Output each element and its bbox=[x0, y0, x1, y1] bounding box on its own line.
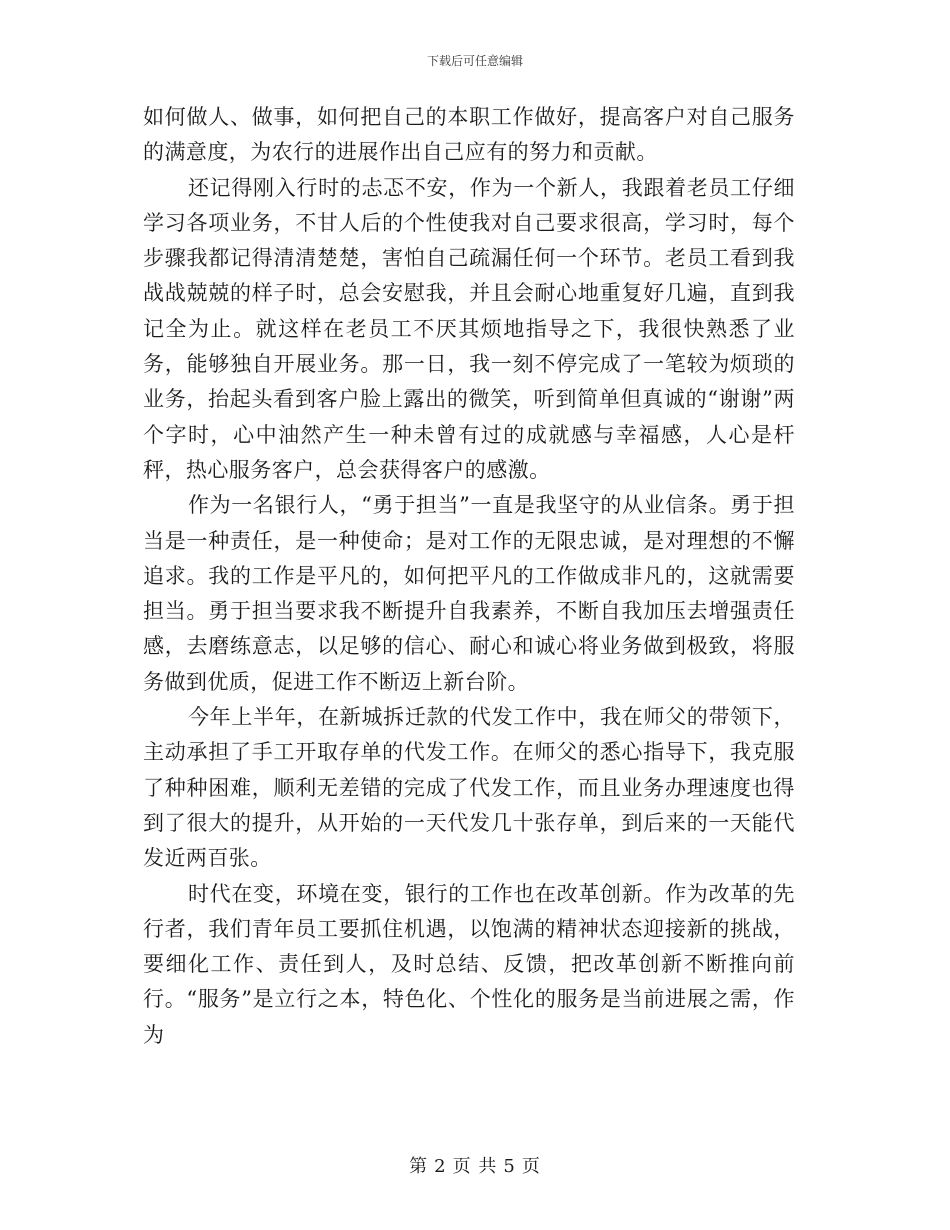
document-body bbox=[143, 100, 795, 1053]
header-text: 下载后可任意编辑 bbox=[426, 54, 523, 68]
footer-total-pages: 5 bbox=[503, 1156, 516, 1177]
footer-page-number: 2 bbox=[434, 1156, 447, 1177]
paragraph-5: 时代在变，环境在变，银行的工作也在改革创新。作为改革的先行者，我们青年员工要抓住机遇，以饱满的精神状态迎接新的挑战，要细化工作、责任到人，及时总结、反馈，把改革创新不断推向前行。“服务”是立行之本，特色化、个性化的服务是当前进展之需，作为 bbox=[143, 881, 795, 1047]
footer-suffix: 页 bbox=[521, 1156, 541, 1177]
paragraph-2: 还记得刚入行时的忐忑不安，作为一个新人，我跟着老员工仔细学习各项业务，不甘人后的个性使我对自己要求很高，学习时，每个步骤我都记得清清楚楚，害怕自己疏漏任何一个环节。老员工看到我战战兢兢的样子时，总会安慰我，并且会耐心地重复好几遍，直到我记全为止。就这样在老员工不厌其烦地指导之下，我很快熟悉了业务，能够独自开展业务。那一日，我一刻不停完成了一笔较为烦琐的业务，抬起头看到客户脸上露出的微笑，听到简单但真诚的“谢谢”两个字时，心中油然产生一种未曾有过的成就感与幸福感，人心是杆秤，热心服务客户，总会获得客户的感激。 bbox=[143, 175, 795, 482]
paragraph-4: 今年上半年，在新城拆迁款的代发工作中，我在师父的带领下，主动承担了手工开取存单的代发工作。在师父的悉心指导下，我克服了种种困难，顺利无差错的完成了代发工作，而且业务办理速度也得到了很大的提升，从开始的一天代发几十张存单，到后来的一天能代发近两百张。 bbox=[143, 705, 795, 871]
paragraph-1: 如何做人、做事，如何把自己的本职工作做好，提高客户对自己服务的满意度，为农行的进展作出自己应有的努力和贡献。 bbox=[143, 105, 795, 165]
footer-middle: 页 共 bbox=[452, 1156, 498, 1177]
page-header bbox=[0, 53, 950, 69]
footer-prefix: 第 bbox=[409, 1156, 429, 1177]
page-footer bbox=[0, 1156, 950, 1178]
paragraph-3: 作为一名银行人，“勇于担当”一直是我坚守的从业信条。勇于担当是一种责任，是一种使命；是对工作的无限忠诚，是对理想的不懈追求。我的工作是平凡的，如何把平凡的工作做成非凡的，这就需要担当。勇于担当要求我不断提升自我素养，不断自我加压去增强责任感，去磨练意志，以足够的信心、耐心和诚心将业务做到极致，将服务做到优质，促进工作不断迈上新台阶。 bbox=[143, 493, 795, 694]
